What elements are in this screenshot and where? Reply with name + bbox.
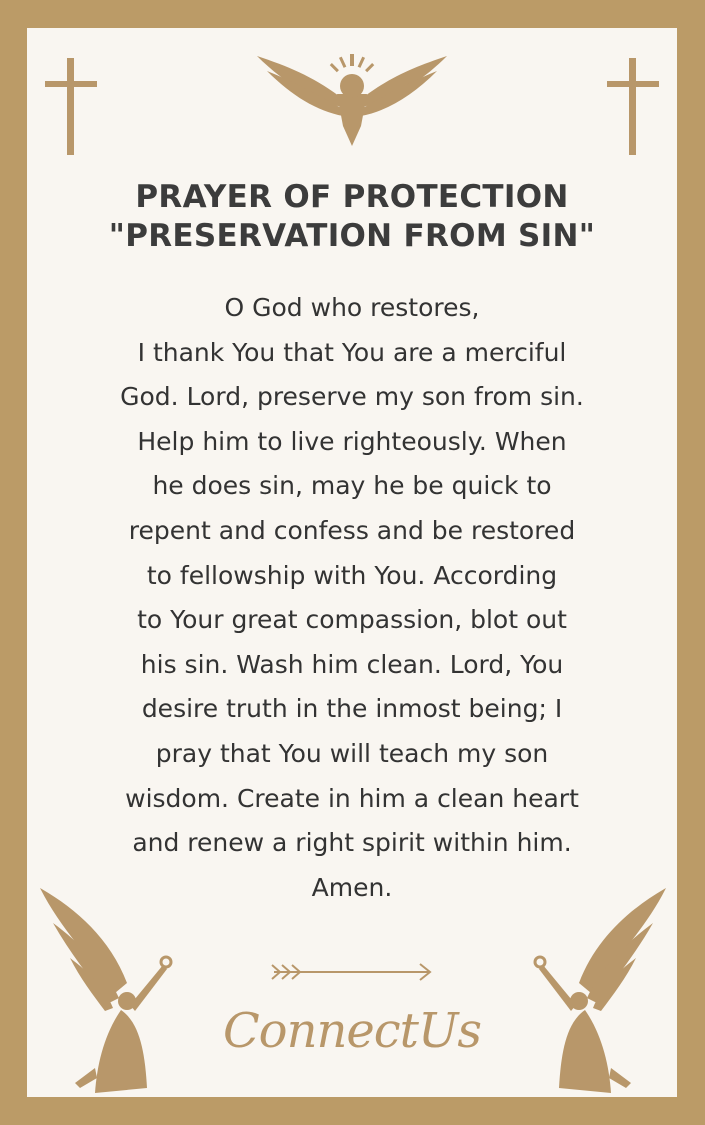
prayer-card <box>27 28 677 1097</box>
page-title <box>27 178 677 256</box>
prayer-text <box>27 286 677 910</box>
angel-icon <box>35 883 185 1098</box>
arrow-icon <box>270 960 435 984</box>
brand-logo: ConnectUs <box>222 1003 482 1059</box>
prayer-line: God. Lord, preserve my son from sin. <box>120 382 584 412</box>
winged-sun-icon <box>257 46 447 151</box>
prayer-line: I thank You that You are a merciful <box>137 337 567 367</box>
prayer-line: repent and confess and be restored <box>128 515 576 545</box>
cross-icon <box>607 58 661 158</box>
title-line: PRAYER OF PROTECTION <box>135 179 569 215</box>
prayer-line: Amen. <box>311 872 393 902</box>
prayer-line: he does sin, may he be quick to <box>152 471 552 501</box>
prayer-line: to Your great compassion, blot out <box>137 605 567 635</box>
cross-icon <box>45 58 99 158</box>
prayer-line: his sin. Wash him clean. Lord, You <box>140 649 564 679</box>
prayer-line: pray that You will teach my son <box>155 738 549 768</box>
prayer-line: to fellowship with You. According <box>146 560 558 590</box>
prayer-line: Help him to live righteously. When <box>137 426 567 456</box>
prayer-line: O God who restores, <box>224 293 480 322</box>
title-line: "PRESERVATION FROM SIN" <box>108 218 596 254</box>
prayer-line: wisdom. Create in him a clean heart <box>125 783 579 813</box>
prayer-line: desire truth in the inmost being; I <box>141 694 563 724</box>
angel-icon <box>521 883 671 1098</box>
prayer-line: and renew a right spirit within him. <box>132 828 572 858</box>
